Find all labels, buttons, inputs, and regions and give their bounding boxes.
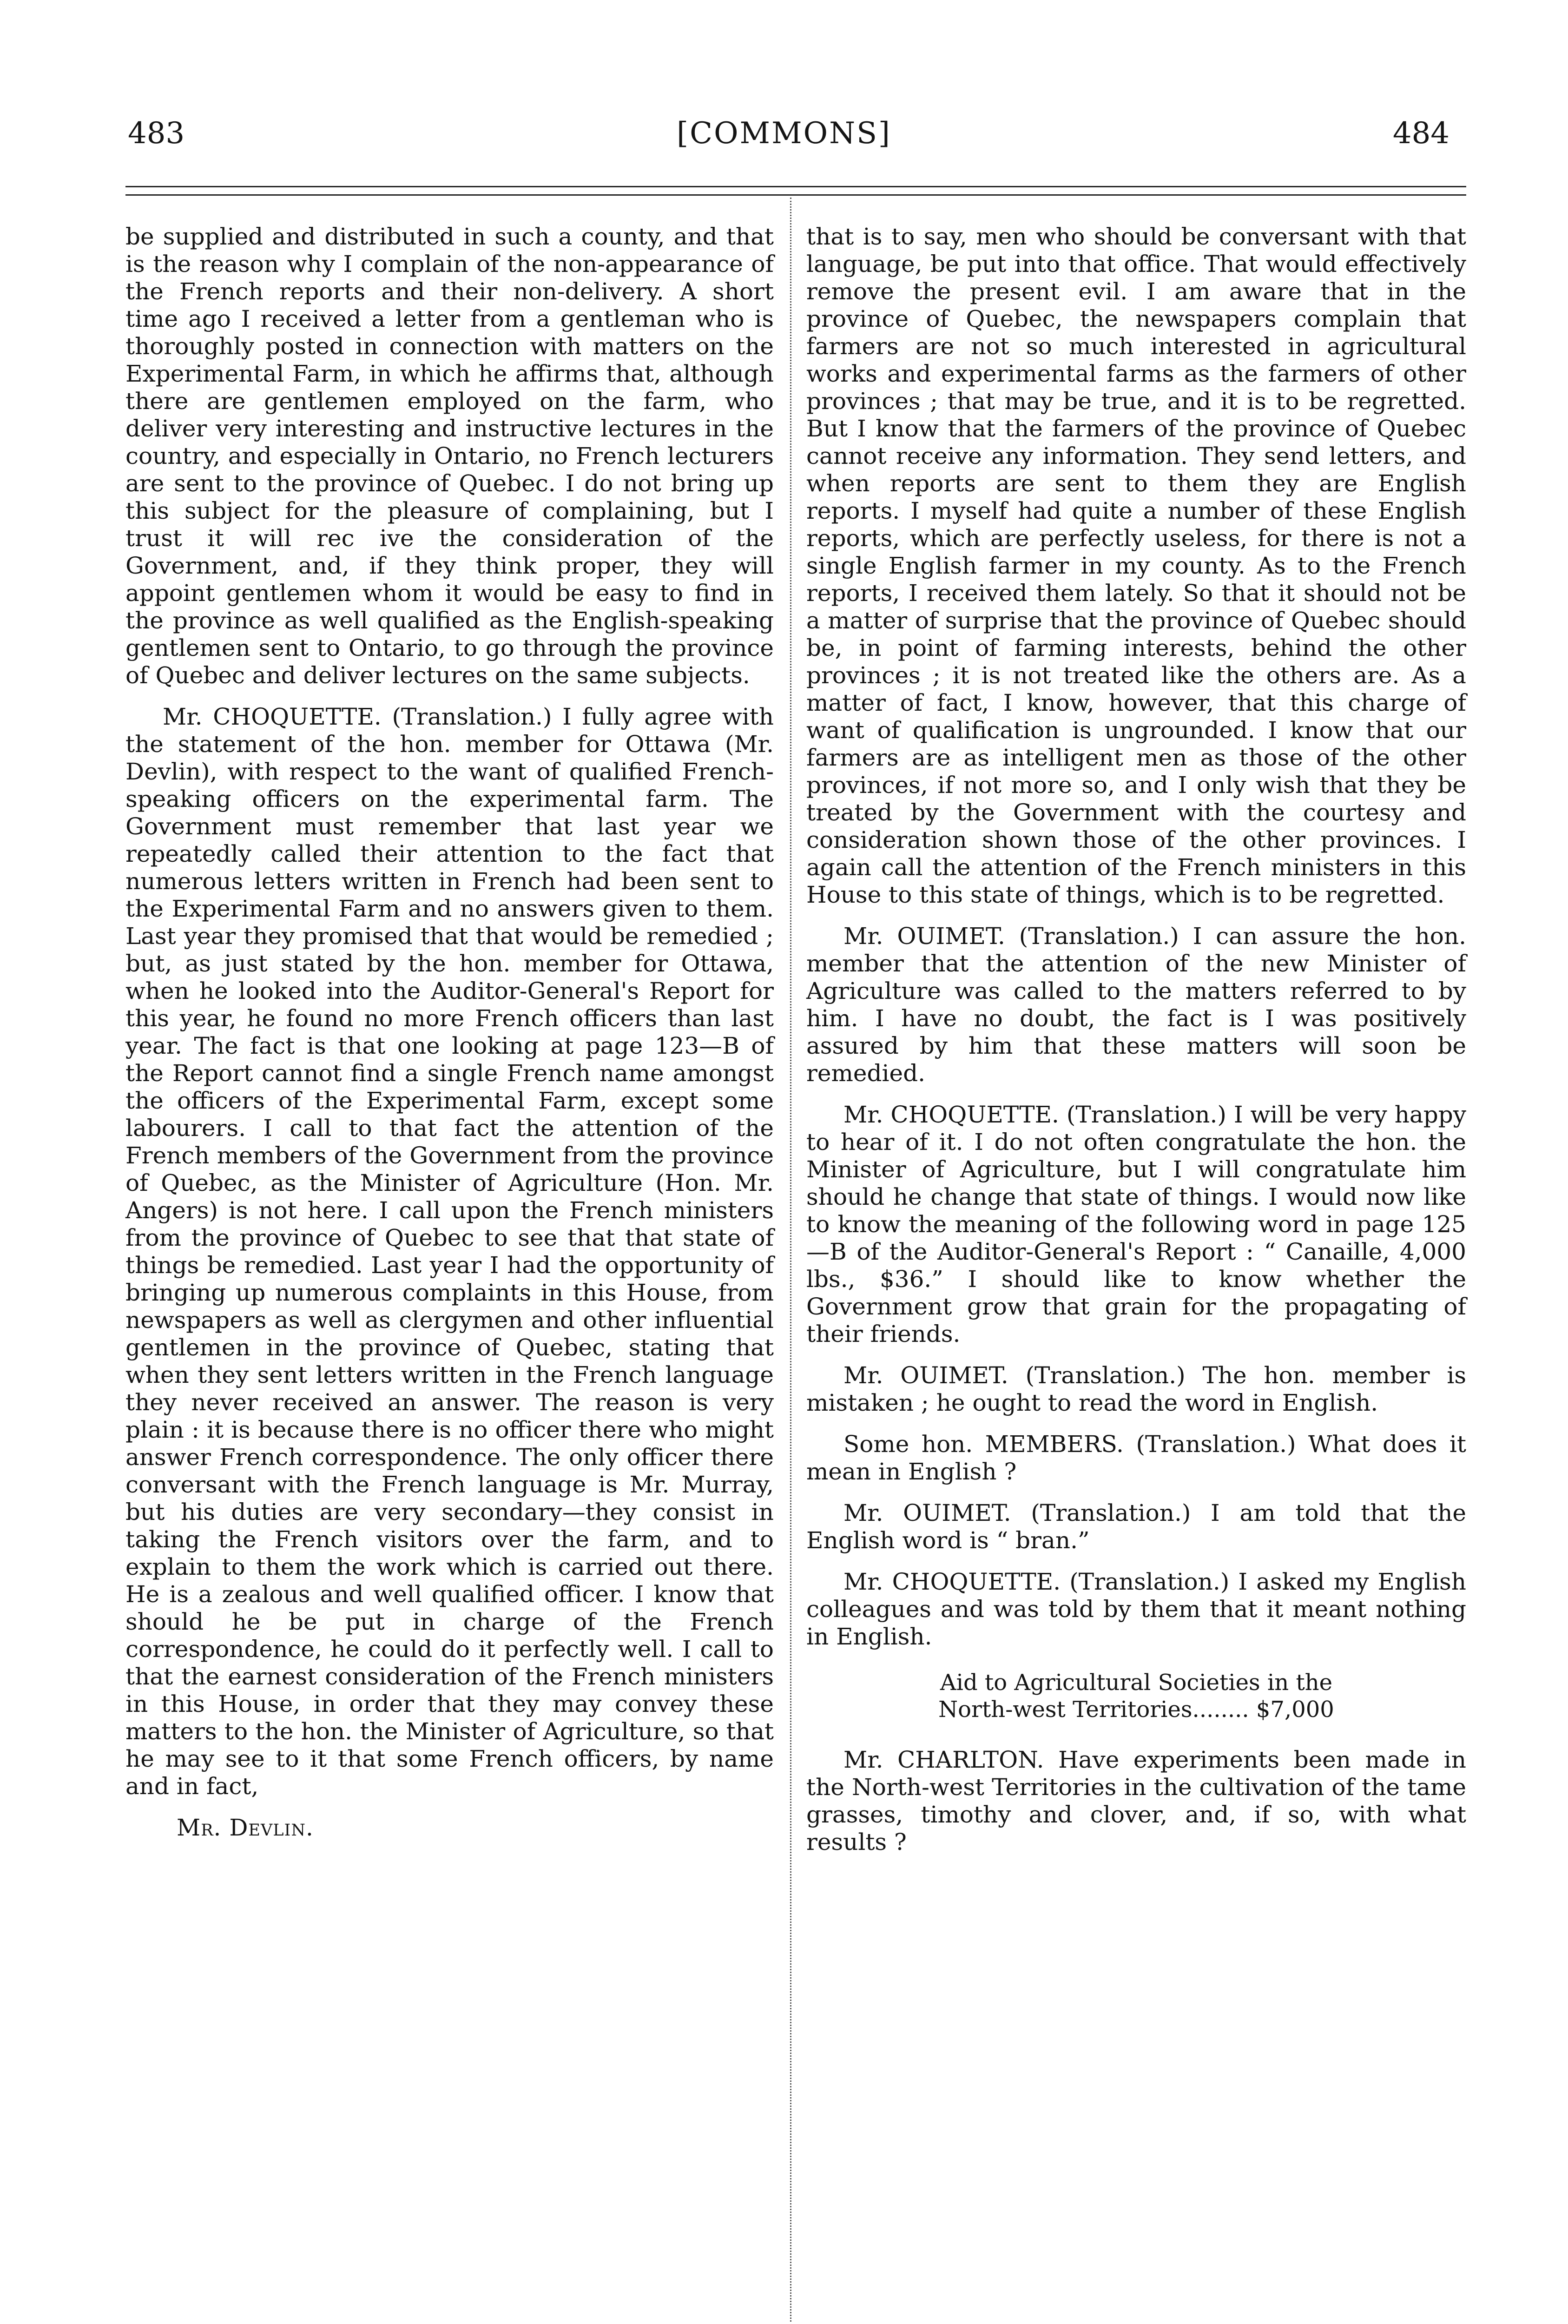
speaker-name: Mr. OUIMET. [843, 1499, 1011, 1526]
speech-paragraph [806, 1431, 1466, 1486]
speech-paragraph [806, 1499, 1466, 1554]
running-title: [COMMONS] [677, 116, 891, 151]
speech-text: (Translation.) The hon. member is mistaken ; he ought to read the word in English. [806, 1362, 1466, 1416]
header-rule-top [125, 186, 1466, 187]
speaker-name: Mr. CHOQUETTE. [163, 703, 382, 730]
speech-text: (Translation.) I am told that the English word is “ bran.” [806, 1499, 1466, 1554]
speech-paragraph [806, 1101, 1466, 1348]
item-heading-line2: North-west Territories........ $7,000 [938, 1697, 1334, 1723]
speech-paragraph [125, 703, 774, 1800]
paragraph: be supplied and distributed in such a county, and that is the reason why I complain of the non-appearance of the French reports and their non-delivery. A short time ago I received a letter from a gentleman who is thoroughly posted in connection with matters on the Experimental Farm, in which he affirms that, although there are gentlemen employed on the farm, who deliver very interesting and instructive lectures in the country, and especially in Ontario, no French lecturers are sent to the province of Quebec. I do not bring up this subject for the pleasure of complaining, but I trust it will rec ive the consideration of the Government, and, if they think proper, they will appoint gentlemen whom it would be easy to find in the province as well qualified as the English-speaking gentlemen sent to Ontario, to go through the province of Quebec and deliver lectures on the same subjects. [125, 223, 774, 689]
left-column [125, 223, 774, 1855]
page-number-left: 483 [128, 116, 185, 151]
speaker-attribution: Mr. Devlin. [177, 1814, 314, 1841]
speaker-name: Mr. CHOQUETTE. [843, 1101, 1059, 1128]
speaker-name: Mr. OUIMET. [843, 923, 1005, 950]
speech-text: (Translation.) I can assure the hon. member that the attention of the new Minister of Agriculture was called to the matters referred to by him. I have no doubt, the fact is I was positively assured by him that these matters will soon be remedied. [806, 923, 1466, 1087]
page-header [0, 107, 1568, 163]
right-column [806, 223, 1466, 1870]
estimate-item-heading [806, 1669, 1466, 1723]
page-number-right: 484 [1392, 116, 1449, 151]
speaker-name: Mr. CHARLTON. [843, 1746, 1044, 1773]
speech-text: (Translation.) I will be very happy to hear of it. I do not often congratulate the hon. the Minister of Agriculture, but I will congratulate him should he change that state of things. I would now like to know the meaning of the following word in page 125—B of the Auditor-General's Report : “ Canaille, 4,000 lbs., $36.” I should like to know whether the Government grow that grain for the propagating of their friends. [806, 1101, 1466, 1347]
header-rule-bottom [125, 194, 1466, 196]
speech-paragraph [806, 1746, 1466, 1856]
speaker-name: Mr. OUIMET. [843, 1362, 1008, 1389]
item-heading-line1: Aid to Agricultural Societies in the [940, 1670, 1333, 1696]
speaker-name: Mr. CHOQUETTE. [843, 1568, 1061, 1595]
speech-text: (Translation.) I asked my English colleagues and was told by them that it meant nothing in English. [806, 1568, 1466, 1650]
column-divider [790, 198, 791, 2322]
speech-text: (Translation.) I fully agree with the statement of the hon. member for Ottawa (Mr. Devlin), with respect to the want of qualified French-speaking officers on the experimental farm. The Government must remember that last year we repeatedly called their attention to the fact that numerous letters written in French had been sent to the Experimental Farm and no answers given to them. Last year they promised that that would be remedied ; but, as just stated by the hon. member for Ottawa, when he looked into the Auditor-General's Report for this year, he found no more French officers than last year. The fact is that one looking at page 123—B of the Report cannot find a single French name amongst the officers of the Experimental Farm, except some labourers. I call to that fact the attention of the French members of the Government from the province of Quebec, as the Minister of Agriculture (Hon. Mr. Angers) is not here. I call upon the French ministers from the province of Quebec to see that that state of things be remedied. Last year I had the opportunity of bringing up numerous complaints in this House, from newspapers as well as clergymen and other influential gentlemen in the province of Quebec, stating that when they sent letters written in the French language they never received an answer. The reason is very plain : it is because there is no officer there who might answer French correspondence. The only officer there conversant with the French language is Mr. Murray, but his duties are very secondary—they consist in taking the French visitors over the farm, and to explain to them the work which is carried out there. He is a zealous and well qualified officer. I know that should he be put in charge of the French correspondence, he could do it perfectly well. I call to that the earnest consideration of the French ministers in this House, in order that they may convey these matters to the hon. the Minister of Agriculture, so that he may see to it that some French officers, by name and in fact, [125, 703, 774, 1800]
paragraph: that is to say, men who should be conversant with that language, be put into that office. That would effectively remove the present evil. I am aware that in the province of Quebec, the newspapers complain that farmers are not so much interested in agricultural works and experimental farms as the farmers of other provinces ; that may be true, and it is to be regretted. But I know that the farmers of the province of Quebec cannot receive any information. They send letters, and when reports are sent to them they are English reports. I myself had quite a number of these English reports, which are perfectly useless, for there is not a single English farmer in my county. As to the French reports, I received them lately. So that it should not be a matter of surprise that the province of Quebec should be, in point of farming interests, behind the other provinces ; it is not treated like the others are. As a matter of fact, I know, however, that this charge of want of qualification is ungrounded. I know that our farmers are as intelligent men as those of the other provinces, if not more so, and I only wish that they be treated by the Government with the courtesy and consideration shown those of the other provinces. I again call the attention of the French ministers in this House to this state of things, which is to be regretted. [806, 223, 1466, 908]
speech-text: (Translation.) What does it mean in English ? [806, 1431, 1466, 1485]
speech-paragraph [806, 923, 1466, 1087]
speech-text: Have experiments been made in the North-west Territories in the cultivation of the tame grasses, timothy and clover, and, if so, with what results ? [806, 1746, 1466, 1855]
speaker-name: Some hon. MEMBERS. [843, 1431, 1124, 1458]
speech-paragraph [806, 1362, 1466, 1417]
speech-paragraph [806, 1568, 1466, 1651]
